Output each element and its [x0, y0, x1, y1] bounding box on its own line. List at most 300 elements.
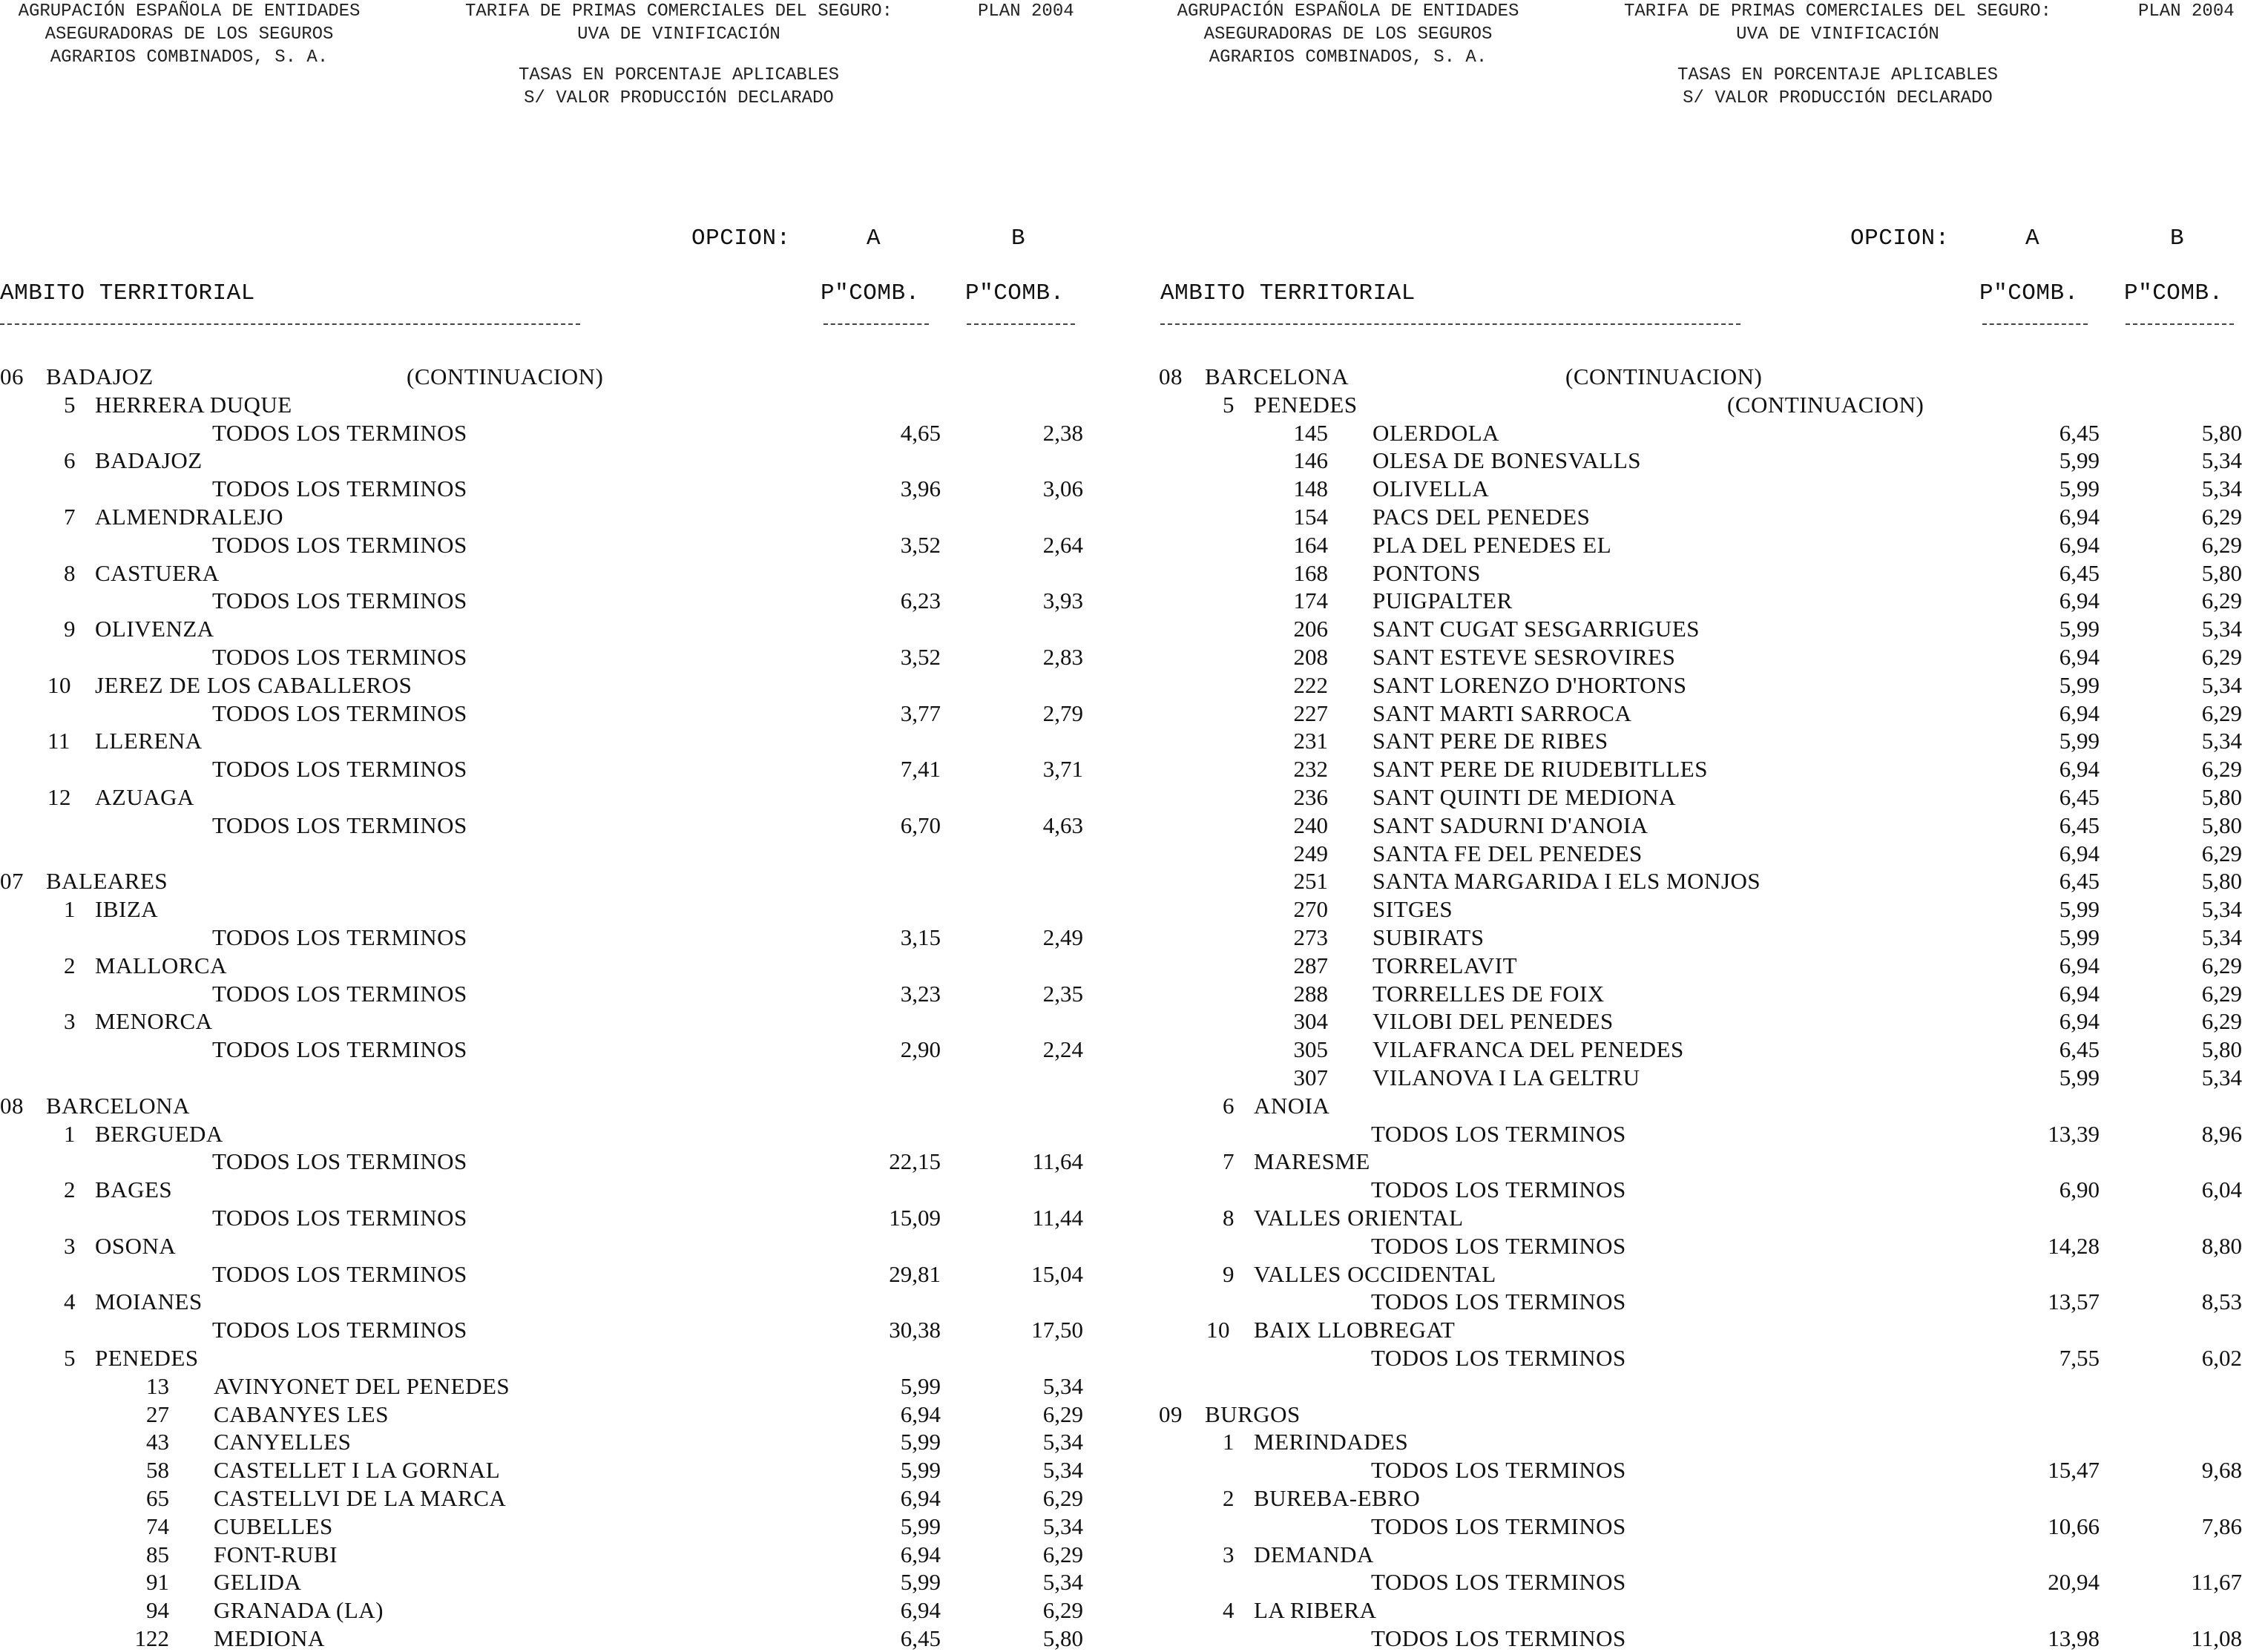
comarca-name: PENEDES [1254, 392, 1358, 418]
rate-option-b: 3,06 [1042, 475, 1083, 501]
option-b-label: B [1011, 226, 1026, 251]
rate-option-b: 5,34 [1042, 1373, 1083, 1399]
rate-option-a: 4,65 [900, 420, 941, 446]
rate-option-a: 6,94 [900, 1485, 941, 1511]
municipality-code: 145 [1293, 420, 1328, 446]
comarca-name: OSONA [95, 1233, 177, 1259]
all-terms-label: TODOS LOS TERMINOS [1371, 1345, 1626, 1371]
all-terms-label: TODOS LOS TERMINOS [212, 644, 467, 670]
comarca-name: JEREZ DE LOS CABALLEROS [95, 672, 412, 698]
rate-option-b: 6,29 [2201, 700, 2242, 726]
all-terms-label: TODOS LOS TERMINOS [212, 420, 467, 446]
comarca-code: 3 [1223, 1541, 1235, 1567]
rate-option-b: 2,38 [1042, 420, 1083, 446]
rate-option-a: 5,99 [2059, 672, 2100, 698]
rate-option-a: 2,90 [900, 1036, 941, 1062]
rate-option-b: 2,49 [1042, 924, 1083, 950]
all-terms-label: TODOS LOS TERMINOS [1371, 1625, 1626, 1651]
municipality-name: PUIGPALTER [1373, 588, 1513, 613]
org-header [1159, 0, 1537, 69]
rate-option-a: 6,94 [2059, 588, 2100, 613]
municipality-name: GELIDA [214, 1569, 302, 1595]
all-terms-label: TODOS LOS TERMINOS [212, 756, 467, 782]
comarca-name: ANOIA [1254, 1093, 1330, 1119]
rate-option-a: 15,47 [2048, 1457, 2100, 1483]
org-header [0, 0, 378, 69]
municipality-name: CABANYES LES [214, 1401, 389, 1427]
province-code: 09 [1159, 1401, 1183, 1427]
rate-option-a: 6,94 [900, 1401, 941, 1427]
municipality-code: 168 [1293, 560, 1328, 586]
municipality-name: PACS DEL PENEDES [1373, 504, 1591, 530]
rate-option-b: 2,79 [1042, 700, 1083, 726]
heading-rule-a [824, 323, 929, 325]
rate-option-b: 3,71 [1042, 756, 1083, 782]
province-name: BARCELONA [1205, 363, 1349, 389]
tariff-title [445, 0, 913, 46]
rate-option-a: 6,45 [2059, 420, 2100, 446]
rate-option-b: 2,24 [1042, 1036, 1083, 1062]
municipality-name: CASTELLVI DE LA MARCA [214, 1485, 507, 1511]
rate-option-a: 15,09 [889, 1205, 941, 1231]
comarca-name: DEMANDA [1254, 1541, 1374, 1567]
municipality-name: CASTELLET I LA GORNAL [214, 1457, 501, 1483]
municipality-code: 164 [1293, 532, 1328, 558]
rate-option-b: 5,80 [2201, 420, 2242, 446]
rate-option-b: 5,34 [1042, 1429, 1083, 1455]
comarca-code: 4 [1223, 1597, 1235, 1623]
comarca-code: 4 [64, 1289, 76, 1314]
comarca-name: PENEDES [95, 1345, 199, 1371]
comarca-code: 8 [1223, 1205, 1235, 1231]
rate-option-a: 5,99 [900, 1457, 941, 1483]
all-terms-label: TODOS LOS TERMINOS [212, 1148, 467, 1174]
rates-subtitle [445, 64, 913, 110]
option-a-label: A [867, 226, 881, 251]
rate-option-b: 6,29 [2201, 532, 2242, 558]
rate-option-a: 5,99 [900, 1373, 941, 1399]
heading-rule-b [967, 323, 1075, 325]
org-line: AGRARIOS COMBINADOS, S. A. [1209, 47, 1487, 68]
plan-label: PLAN 2004 [2138, 1, 2235, 22]
rate-option-b: 2,64 [1042, 532, 1083, 558]
rate-option-a: 6,23 [900, 588, 941, 613]
rate-option-b: 6,29 [2201, 952, 2242, 978]
rate-option-a: 6,45 [2059, 868, 2100, 894]
all-terms-label: TODOS LOS TERMINOS [1371, 1457, 1626, 1483]
plan-label: PLAN 2004 [978, 1, 1074, 22]
all-terms-label: TODOS LOS TERMINOS [212, 1261, 467, 1287]
comarca-name: MALLORCA [95, 952, 227, 978]
rate-option-b: 5,34 [2201, 475, 2242, 501]
comarca-code: 3 [64, 1008, 76, 1034]
municipality-code: 270 [1293, 896, 1328, 922]
comarca-name: MERINDADES [1254, 1429, 1409, 1455]
rate-option-a: 6,45 [2059, 560, 2100, 586]
rate-option-a: 7,41 [900, 756, 941, 782]
rate-option-b: 3,93 [1042, 588, 1083, 613]
rate-option-b: 5,34 [1042, 1569, 1083, 1595]
rate-option-a: 6,94 [2059, 840, 2100, 866]
org-line: AGRARIOS COMBINADOS, S. A. [50, 47, 329, 68]
rate-option-a: 5,99 [2059, 896, 2100, 922]
rate-option-b: 2,35 [1042, 981, 1083, 1007]
rate-option-a: 5,99 [2059, 924, 2100, 950]
rate-option-a: 6,94 [2059, 981, 2100, 1007]
subtitle-line: S/ VALOR PRODUCCIÓN DECLARADO [524, 88, 834, 108]
rate-option-b: 11,64 [1032, 1148, 1083, 1174]
rate-option-a: 6,45 [2059, 812, 2100, 838]
municipality-code: 288 [1293, 981, 1328, 1007]
municipality-code: 43 [146, 1429, 169, 1455]
rate-option-a: 30,38 [889, 1317, 941, 1343]
comarca-name: MOIANES [95, 1289, 203, 1314]
rate-option-a: 3,77 [900, 700, 941, 726]
ambito-heading: AMBITO TERRITORIAL [0, 280, 255, 306]
rate-option-b: 6,29 [2201, 504, 2242, 530]
municipality-name: AVINYONET DEL PENEDES [214, 1373, 510, 1399]
rate-option-a: 6,94 [2059, 756, 2100, 782]
municipality-code: 232 [1293, 756, 1328, 782]
comarca-name: VALLES ORIENTAL [1254, 1205, 1464, 1231]
municipality-code: 27 [146, 1401, 169, 1427]
comarca-code: 2 [64, 1177, 76, 1202]
rate-option-b: 5,34 [2201, 672, 2242, 698]
municipality-code: 208 [1293, 644, 1328, 670]
rate-option-b: 11,67 [2191, 1569, 2242, 1595]
municipality-name: PLA DEL PENEDES EL [1373, 532, 1612, 558]
rate-option-a: 6,45 [2059, 1036, 2100, 1062]
municipality-name: SANT CUGAT SESGARRIGUES [1373, 616, 1700, 642]
municipality-code: 148 [1293, 475, 1328, 501]
municipality-name: TORRELLES DE FOIX [1373, 981, 1605, 1007]
province-code: 07 [0, 868, 24, 894]
heading-rule-b [2126, 323, 2234, 325]
rate-option-a: 7,55 [2059, 1345, 2100, 1371]
municipality-code: 13 [146, 1373, 169, 1399]
all-terms-label: TODOS LOS TERMINOS [1371, 1121, 1626, 1147]
col-a-heading: P"COMB. [821, 280, 920, 306]
rate-option-a: 5,99 [2059, 728, 2100, 754]
comarca-code: 5 [1223, 392, 1235, 418]
municipality-name: VILAFRANCA DEL PENEDES [1373, 1036, 1684, 1062]
municipality-code: 91 [146, 1569, 169, 1595]
comarca-name: OLIVENZA [95, 616, 214, 642]
heading-rule [1160, 323, 1740, 325]
comarca-name: BUREBA-EBRO [1254, 1485, 1421, 1511]
province-code: 08 [1159, 363, 1183, 389]
rate-option-a: 6,94 [2059, 532, 2100, 558]
rate-option-a: 6,70 [900, 812, 941, 838]
option-a-label: A [2025, 226, 2040, 251]
rate-option-b: 5,34 [2201, 896, 2242, 922]
rate-option-b: 6,29 [1042, 1485, 1083, 1511]
comarca-name: BERGUEDA [95, 1121, 223, 1147]
rate-option-b: 6,29 [1042, 1541, 1083, 1567]
title-line: UVA DE VINIFICACIÓN [577, 24, 780, 45]
comarca-code: 8 [64, 560, 76, 586]
municipality-code: 236 [1293, 784, 1328, 810]
municipality-name: VILANOVA I LA GELTRU [1373, 1064, 1640, 1090]
all-terms-label: TODOS LOS TERMINOS [212, 1205, 467, 1231]
comarca-code: 1 [64, 1121, 76, 1147]
all-terms-label: TODOS LOS TERMINOS [212, 588, 467, 613]
comarca-name: HERRERA DUQUE [95, 392, 292, 418]
all-terms-label: TODOS LOS TERMINOS [212, 475, 467, 501]
comarca-code: 2 [64, 952, 76, 978]
heading-rule [0, 323, 580, 325]
rate-option-b: 5,80 [2201, 868, 2242, 894]
rate-option-a: 10,66 [2048, 1513, 2100, 1539]
comarca-name: LA RIBERA [1254, 1597, 1377, 1623]
rate-option-b: 6,29 [2201, 840, 2242, 866]
province-name: BALEARES [46, 868, 168, 894]
municipality-name: SANT PERE DE RIUDEBITLLES [1373, 756, 1708, 782]
comarca-code: 6 [1223, 1093, 1235, 1119]
rate-option-b: 6,29 [1042, 1401, 1083, 1427]
rate-option-a: 3,52 [900, 644, 941, 670]
rate-option-a: 5,99 [900, 1569, 941, 1595]
all-terms-label: TODOS LOS TERMINOS [1371, 1513, 1626, 1539]
rate-option-b: 5,34 [2201, 924, 2242, 950]
title-line: UVA DE VINIFICACIÓN [1736, 24, 1939, 45]
province-name: BARCELONA [46, 1093, 190, 1119]
all-terms-label: TODOS LOS TERMINOS [212, 1036, 467, 1062]
municipality-name: SANT ESTEVE SESROVIRES [1373, 644, 1676, 670]
col-a-heading: P"COMB. [1979, 280, 2079, 306]
comarca-code: 5 [64, 392, 76, 418]
rate-option-b: 8,80 [2201, 1233, 2242, 1259]
comarca-code: 7 [64, 504, 76, 530]
comarca-code: 11 [47, 728, 70, 754]
comarca-code: 10 [1206, 1317, 1230, 1343]
municipality-code: 154 [1293, 504, 1328, 530]
municipality-name: SANTA MARGARIDA I ELS MONJOS [1373, 868, 1761, 894]
municipality-code: 287 [1293, 952, 1328, 978]
title-line: TARIFA DE PRIMAS COMERCIALES DEL SEGURO: [464, 1, 893, 22]
rate-option-a: 3,23 [900, 981, 941, 1007]
rate-option-b: 5,34 [2201, 616, 2242, 642]
municipality-code: 249 [1293, 840, 1328, 866]
comarca-code: 12 [47, 784, 71, 810]
rate-option-a: 5,99 [2059, 616, 2100, 642]
municipality-name: MEDIONA [214, 1625, 325, 1651]
rate-option-a: 5,99 [900, 1429, 941, 1455]
rate-option-b: 6,29 [2201, 588, 2242, 613]
all-terms-label: TODOS LOS TERMINOS [1371, 1233, 1626, 1259]
rate-option-a: 3,52 [900, 532, 941, 558]
province-code: 06 [0, 363, 24, 389]
municipality-name: TORRELAVIT [1373, 952, 1518, 978]
org-line: AGRUPACIÓN ESPAÑOLA DE ENTIDADES [18, 1, 361, 22]
rate-option-b: 8,53 [2201, 1289, 2242, 1314]
all-terms-label: TODOS LOS TERMINOS [212, 700, 467, 726]
comarca-code: 9 [64, 616, 76, 642]
all-terms-label: TODOS LOS TERMINOS [212, 532, 467, 558]
rate-option-b: 5,34 [1042, 1513, 1083, 1539]
municipality-code: 206 [1293, 616, 1328, 642]
municipality-name: GRANADA (LA) [214, 1597, 384, 1623]
municipality-name: OLERDOLA [1373, 420, 1500, 446]
municipality-code: 231 [1293, 728, 1328, 754]
municipality-code: 240 [1293, 812, 1328, 838]
municipality-name: SANT MARTI SARROCA [1373, 700, 1632, 726]
rate-option-b: 5,80 [2201, 1036, 2242, 1062]
rate-option-b: 6,02 [2201, 1345, 2242, 1371]
rate-option-a: 13,98 [2048, 1625, 2100, 1651]
ambito-heading: AMBITO TERRITORIAL [1160, 280, 1416, 306]
all-terms-label: TODOS LOS TERMINOS [212, 812, 467, 838]
rate-option-a: 6,94 [900, 1597, 941, 1623]
rate-option-a: 6,94 [2059, 700, 2100, 726]
comarca-name: MENORCA [95, 1008, 213, 1034]
municipality-code: 307 [1293, 1064, 1328, 1090]
rate-option-b: 5,80 [2201, 560, 2242, 586]
municipality-name: SUBIRATS [1373, 924, 1485, 950]
rate-option-a: 5,99 [2059, 1064, 2100, 1090]
continuation-note: (CONTINUACION) [1727, 392, 1924, 418]
org-line: AGRUPACIÓN ESPAÑOLA DE ENTIDADES [1177, 1, 1519, 22]
comarca-code: 3 [64, 1233, 76, 1259]
comarca-name: AZUAGA [95, 784, 194, 810]
comarca-name: VALLES OCCIDENTAL [1254, 1261, 1496, 1287]
comarca-code: 6 [64, 447, 76, 473]
rate-option-b: 7,86 [2201, 1513, 2242, 1539]
comarca-code: 7 [1223, 1148, 1235, 1174]
rate-option-a: 13,57 [2048, 1289, 2100, 1314]
comarca-name: ALMENDRALEJO [95, 504, 283, 530]
rate-option-a: 6,94 [2059, 504, 2100, 530]
province-name: BURGOS [1205, 1401, 1301, 1427]
municipality-name: SANTA FE DEL PENEDES [1373, 840, 1643, 866]
comarca-code: 5 [64, 1345, 76, 1371]
rate-option-a: 3,15 [900, 924, 941, 950]
municipality-code: 273 [1293, 924, 1328, 950]
title-line: TARIFA DE PRIMAS COMERCIALES DEL SEGURO: [1623, 1, 2052, 22]
all-terms-label: TODOS LOS TERMINOS [212, 981, 467, 1007]
rate-option-a: 13,39 [2048, 1121, 2100, 1147]
rate-option-a: 6,94 [2059, 952, 2100, 978]
rate-option-b: 5,34 [2201, 1064, 2242, 1090]
municipality-name: OLIVELLA [1373, 475, 1490, 501]
comarca-code: 1 [64, 896, 76, 922]
municipality-code: 305 [1293, 1036, 1328, 1062]
municipality-code: 304 [1293, 1008, 1328, 1034]
comarca-code: 10 [47, 672, 71, 698]
rate-option-a: 29,81 [889, 1261, 941, 1287]
rate-option-b: 6,29 [2201, 981, 2242, 1007]
comarca-code: 2 [1223, 1485, 1235, 1511]
continuation-note: (CONTINUACION) [407, 363, 604, 389]
province-name: BADAJOZ [46, 363, 154, 389]
municipality-name: PONTONS [1373, 560, 1481, 586]
municipality-name: CUBELLES [214, 1513, 333, 1539]
municipality-name: SANT QUINTI DE MEDIONA [1373, 784, 1677, 810]
org-line: ASEGURADORAS DE LOS SEGUROS [1203, 24, 1493, 45]
province-code: 08 [0, 1093, 24, 1119]
municipality-name: SANT SADURNI D'ANOIA [1373, 812, 1648, 838]
rate-option-a: 20,94 [2048, 1569, 2100, 1595]
municipality-code: 251 [1293, 868, 1328, 894]
comarca-name: IBIZA [95, 896, 159, 922]
opcion-label: OPCION: [691, 226, 791, 251]
col-b-heading: P"COMB. [2124, 280, 2223, 306]
rate-option-b: 17,50 [1031, 1317, 1083, 1343]
rate-option-a: 6,45 [2059, 784, 2100, 810]
rate-option-a: 5,99 [900, 1513, 941, 1539]
all-terms-label: TODOS LOS TERMINOS [1371, 1569, 1626, 1595]
rate-option-a: 5,99 [2059, 475, 2100, 501]
opcion-label: OPCION: [1850, 226, 1950, 251]
comarca-name: LLERENA [95, 728, 203, 754]
rate-option-a: 6,94 [2059, 644, 2100, 670]
left-page-column [0, 0, 1121, 1651]
subtitle-line: S/ VALOR PRODUCCIÓN DECLARADO [1683, 88, 1993, 108]
comarca-name: BAGES [95, 1177, 173, 1202]
rate-option-b: 6,29 [2201, 756, 2242, 782]
municipality-code: 227 [1293, 700, 1328, 726]
rate-option-b: 2,83 [1042, 644, 1083, 670]
right-page-column [1159, 0, 2242, 1651]
comarca-name: BADAJOZ [95, 447, 203, 473]
municipality-code: 94 [146, 1597, 169, 1623]
rates-subtitle [1604, 64, 2071, 110]
rate-option-b: 9,68 [2201, 1457, 2242, 1483]
rate-option-b: 6,29 [2201, 1008, 2242, 1034]
rate-option-b: 5,34 [1042, 1457, 1083, 1483]
org-line: ASEGURADORAS DE LOS SEGUROS [45, 24, 334, 45]
option-b-label: B [2170, 226, 2185, 251]
municipality-name: VILOBI DEL PENEDES [1373, 1008, 1614, 1034]
rate-option-a: 6,45 [900, 1625, 941, 1651]
municipality-name: OLESA DE BONESVALLS [1373, 447, 1642, 473]
rate-option-b: 5,80 [2201, 812, 2242, 838]
municipality-name: FONT-RUBI [214, 1541, 338, 1567]
heading-rule-a [1982, 323, 2088, 325]
tariff-title [1604, 0, 2071, 46]
continuation-note: (CONTINUACION) [1565, 363, 1763, 389]
rate-option-a: 22,15 [889, 1148, 941, 1174]
rate-option-a: 3,96 [900, 475, 941, 501]
all-terms-label: TODOS LOS TERMINOS [212, 924, 467, 950]
rate-option-b: 8,96 [2201, 1121, 2242, 1147]
rate-option-a: 6,94 [900, 1541, 941, 1567]
rate-option-b: 4,63 [1042, 812, 1083, 838]
municipality-code: 74 [146, 1513, 169, 1539]
municipality-code: 65 [146, 1485, 169, 1511]
rate-option-a: 5,99 [2059, 447, 2100, 473]
municipality-code: 85 [146, 1541, 169, 1567]
comarca-code: 9 [1223, 1261, 1235, 1287]
all-terms-label: TODOS LOS TERMINOS [1371, 1289, 1626, 1314]
rate-option-b: 11,44 [1032, 1205, 1083, 1231]
subtitle-line: TASAS EN PORCENTAJE APLICABLES [518, 65, 840, 85]
rate-option-b: 6,04 [2201, 1177, 2242, 1202]
comarca-name: CASTUERA [95, 560, 220, 586]
municipality-code: 122 [134, 1625, 169, 1651]
municipality-name: SITGES [1373, 896, 1453, 922]
rate-option-b: 5,80 [2201, 784, 2242, 810]
rate-option-b: 11,08 [2191, 1625, 2242, 1651]
rate-option-b: 5,34 [2201, 728, 2242, 754]
rate-option-a: 6,94 [2059, 1008, 2100, 1034]
comarca-code: 1 [1223, 1429, 1235, 1455]
rate-option-b: 6,29 [1042, 1597, 1083, 1623]
col-b-heading: P"COMB. [965, 280, 1065, 306]
municipality-code: 58 [146, 1457, 169, 1483]
all-terms-label: TODOS LOS TERMINOS [1371, 1177, 1626, 1202]
rate-option-b: 5,80 [1042, 1625, 1083, 1651]
